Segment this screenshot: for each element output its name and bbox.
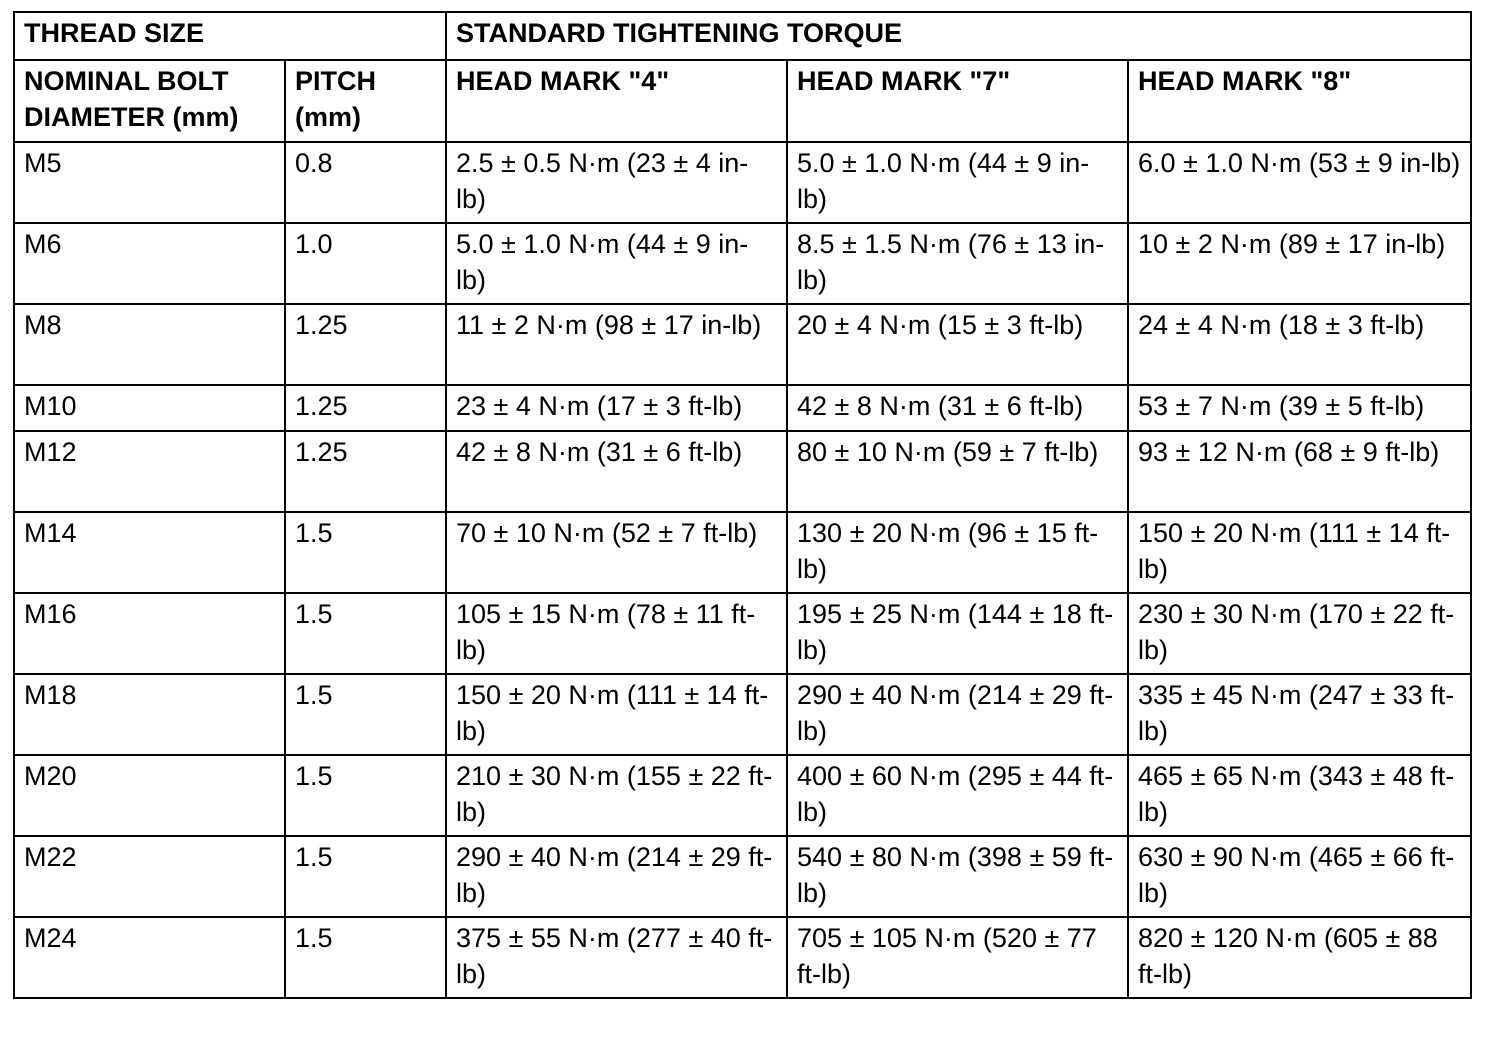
head-mark-4-torque-cell: 5.0 ± 1.0 N·m (44 ± 9 in-lb) (446, 223, 787, 304)
bolt-size-cell: M6 (14, 223, 285, 304)
table-row (14, 385, 1471, 431)
table-header-row-sub (14, 60, 1471, 142)
table-row (14, 142, 1471, 223)
pitch-cell: 1.5 (285, 836, 446, 917)
head-mark-7-torque-cell: 400 ± 60 N·m (295 ± 44 ft-lb) (787, 755, 1128, 836)
head-mark-8-torque-cell: 150 ± 20 N·m (111 ± 14 ft-lb) (1128, 512, 1471, 593)
pitch-cell: 1.5 (285, 755, 446, 836)
head-mark-4-header: HEAD MARK "4" (446, 60, 787, 142)
bolt-size-cell: M20 (14, 755, 285, 836)
head-mark-8-torque-cell: 93 ± 12 N·m (68 ± 9 ft-lb) (1128, 431, 1471, 512)
head-mark-7-torque-cell: 5.0 ± 1.0 N·m (44 ± 9 in-lb) (787, 142, 1128, 223)
pitch-cell: 1.25 (285, 431, 446, 512)
pitch-header: PITCH (mm) (285, 60, 446, 142)
bolt-size-cell: M22 (14, 836, 285, 917)
table-row (14, 223, 1471, 304)
head-mark-8-torque-cell: 6.0 ± 1.0 N·m (53 ± 9 in-lb) (1128, 142, 1471, 223)
head-mark-7-torque-cell: 42 ± 8 N·m (31 ± 6 ft-lb) (787, 385, 1128, 431)
nominal-bolt-diameter-header: NOMINAL BOLT DIAMETER (mm) (14, 60, 285, 142)
bolt-size-cell: M5 (14, 142, 285, 223)
table-row (14, 755, 1471, 836)
head-mark-7-torque-cell: 540 ± 80 N·m (398 ± 59 ft-lb) (787, 836, 1128, 917)
head-mark-4-torque-cell: 11 ± 2 N·m (98 ± 17 in-lb) (446, 304, 787, 385)
head-mark-4-torque-cell: 150 ± 20 N·m (111 ± 14 ft-lb) (446, 674, 787, 755)
head-mark-8-torque-cell: 10 ± 2 N·m (89 ± 17 in-lb) (1128, 223, 1471, 304)
table-header-row-top (14, 12, 1471, 60)
head-mark-4-torque-cell: 42 ± 8 N·m (31 ± 6 ft-lb) (446, 431, 787, 512)
head-mark-4-torque-cell: 290 ± 40 N·m (214 ± 29 ft-lb) (446, 836, 787, 917)
head-mark-8-torque-cell: 24 ± 4 N·m (18 ± 3 ft-lb) (1128, 304, 1471, 385)
standard-torque-header: STANDARD TIGHTENING TORQUE (446, 12, 1471, 60)
head-mark-4-torque-cell: 23 ± 4 N·m (17 ± 3 ft-lb) (446, 385, 787, 431)
table-row (14, 917, 1471, 998)
bolt-size-cell: M12 (14, 431, 285, 512)
head-mark-8-torque-cell: 53 ± 7 N·m (39 ± 5 ft-lb) (1128, 385, 1471, 431)
pitch-cell: 0.8 (285, 142, 446, 223)
torque-spec-table (13, 11, 1472, 999)
head-mark-4-torque-cell: 210 ± 30 N·m (155 ± 22 ft-lb) (446, 755, 787, 836)
head-mark-8-torque-cell: 630 ± 90 N·m (465 ± 66 ft-lb) (1128, 836, 1471, 917)
table-row (14, 304, 1471, 385)
bolt-size-cell: M10 (14, 385, 285, 431)
head-mark-4-torque-cell: 70 ± 10 N·m (52 ± 7 ft-lb) (446, 512, 787, 593)
pitch-cell: 1.25 (285, 304, 446, 385)
head-mark-7-torque-cell: 20 ± 4 N·m (15 ± 3 ft-lb) (787, 304, 1128, 385)
head-mark-7-header: HEAD MARK "7" (787, 60, 1128, 142)
head-mark-4-torque-cell: 105 ± 15 N·m (78 ± 11 ft-lb) (446, 593, 787, 674)
bolt-size-cell: M24 (14, 917, 285, 998)
head-mark-7-torque-cell: 705 ± 105 N·m (520 ± 77 ft-lb) (787, 917, 1128, 998)
thread-size-header: THREAD SIZE (14, 12, 446, 60)
head-mark-8-torque-cell: 465 ± 65 N·m (343 ± 48 ft-lb) (1128, 755, 1471, 836)
table-row (14, 593, 1471, 674)
head-mark-7-torque-cell: 8.5 ± 1.5 N·m (76 ± 13 in-lb) (787, 223, 1128, 304)
table-row (14, 512, 1471, 593)
table-row (14, 674, 1471, 755)
bolt-size-cell: M8 (14, 304, 285, 385)
head-mark-8-torque-cell: 820 ± 120 N·m (605 ± 88 ft-lb) (1128, 917, 1471, 998)
table-row (14, 431, 1471, 512)
pitch-cell: 1.5 (285, 917, 446, 998)
head-mark-7-torque-cell: 290 ± 40 N·m (214 ± 29 ft-lb) (787, 674, 1128, 755)
pitch-cell: 1.25 (285, 385, 446, 431)
head-mark-7-torque-cell: 195 ± 25 N·m (144 ± 18 ft-lb) (787, 593, 1128, 674)
pitch-cell: 1.5 (285, 593, 446, 674)
head-mark-4-torque-cell: 2.5 ± 0.5 N·m (23 ± 4 in-lb) (446, 142, 787, 223)
pitch-cell: 1.5 (285, 674, 446, 755)
pitch-cell: 1.5 (285, 512, 446, 593)
head-mark-7-torque-cell: 80 ± 10 N·m (59 ± 7 ft-lb) (787, 431, 1128, 512)
head-mark-7-torque-cell: 130 ± 20 N·m (96 ± 15 ft-lb) (787, 512, 1128, 593)
bolt-size-cell: M18 (14, 674, 285, 755)
bolt-size-cell: M14 (14, 512, 285, 593)
head-mark-8-torque-cell: 335 ± 45 N·m (247 ± 33 ft-lb) (1128, 674, 1471, 755)
table-row (14, 836, 1471, 917)
bolt-size-cell: M16 (14, 593, 285, 674)
head-mark-4-torque-cell: 375 ± 55 N·m (277 ± 40 ft-lb) (446, 917, 787, 998)
head-mark-8-torque-cell: 230 ± 30 N·m (170 ± 22 ft-lb) (1128, 593, 1471, 674)
pitch-cell: 1.0 (285, 223, 446, 304)
head-mark-8-header: HEAD MARK "8" (1128, 60, 1471, 142)
